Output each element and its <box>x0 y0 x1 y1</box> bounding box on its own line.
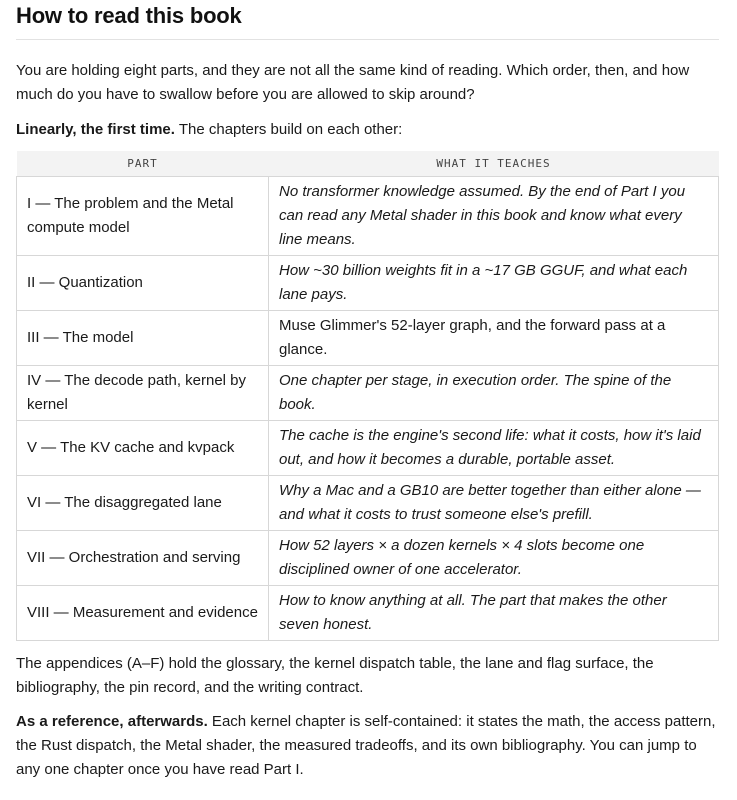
header-row <box>17 151 719 177</box>
table-row <box>17 586 719 641</box>
linear-reading-text: The chapters build on each other: <box>174 121 403 138</box>
page-title: How to read this book <box>16 3 242 28</box>
table-row <box>17 421 719 476</box>
linear-reading-lead: Linearly, the first time. <box>16 121 175 138</box>
table-row <box>17 531 719 586</box>
part-cell: VIII — Measurement and evidence <box>17 586 269 641</box>
teaches-cell: Why a Mac and a GB10 are better together than either alone — and what it costs to trust someone else's prefill. <box>269 476 719 531</box>
table-row <box>17 177 719 256</box>
header-teaches: WHAT IT TEACHES <box>269 151 719 177</box>
teaches-cell: No transformer knowledge assumed. By the end of Part I you can read any Metal shader in this book and know what every line means. <box>269 177 719 256</box>
teaches-cell: One chapter per stage, in execution order. The spine of the book. <box>269 366 719 421</box>
part-cell: V — The KV cache and kvpack <box>17 421 269 476</box>
part-cell: I — The problem and the Metal compute model <box>17 177 269 256</box>
intro-paragraph: You are holding eight parts, and they are not all the same kind of reading. Which order, then, and how much do you have to swallow before you are allowed to skip around? <box>16 62 690 103</box>
linear-reading-paragraph <box>16 118 719 142</box>
teaches-cell: Muse Glimmer's 52-layer graph, and the forward pass at a glance. <box>269 311 719 366</box>
parts-table-body <box>17 177 719 641</box>
teaches-cell: How ~30 billion weights fit in a ~17 GB GGUF, and what each lane pays. <box>269 256 719 311</box>
parts-table <box>16 151 719 641</box>
table-row <box>17 311 719 366</box>
parts-table-header <box>17 151 719 177</box>
table-row <box>17 476 719 531</box>
appendices-paragraph: The appendices (A–F) hold the glossary, the kernel dispatch table, the lane and flag surface, the bibliography, the pin record, and the writing contract. <box>16 655 654 696</box>
reference-text: Each kernel chapter is self-contained: it states the math, the access pattern, the Rust dispatch, the Metal shader, the measured tradeoffs, and its own bibliography. You can jump to any one chapter once you have read Part I. <box>16 713 716 778</box>
table-row <box>17 366 719 421</box>
teaches-cell: How 52 layers × a dozen kernels × 4 slots become one disciplined owner of one accelerator. <box>269 531 719 586</box>
part-cell: II — Quantization <box>17 256 269 311</box>
header-part: PART <box>17 151 269 177</box>
heading-divider <box>16 39 719 40</box>
part-cell: IV — The decode path, kernel by kernel <box>17 366 269 421</box>
document <box>16 0 719 782</box>
part-cell: VI — The disaggregated lane <box>17 476 269 531</box>
part-cell: VII — Orchestration and serving <box>17 531 269 586</box>
table-row <box>17 256 719 311</box>
reference-lead: As a reference, afterwards. <box>16 713 208 730</box>
teaches-cell: The cache is the engine's second life: what it costs, how it's laid out, and how it becomes a durable, portable asset. <box>269 421 719 476</box>
teaches-cell: How to know anything at all. The part that makes the other seven honest. <box>269 586 719 641</box>
part-cell: III — The model <box>17 311 269 366</box>
reference-paragraph <box>16 710 719 782</box>
